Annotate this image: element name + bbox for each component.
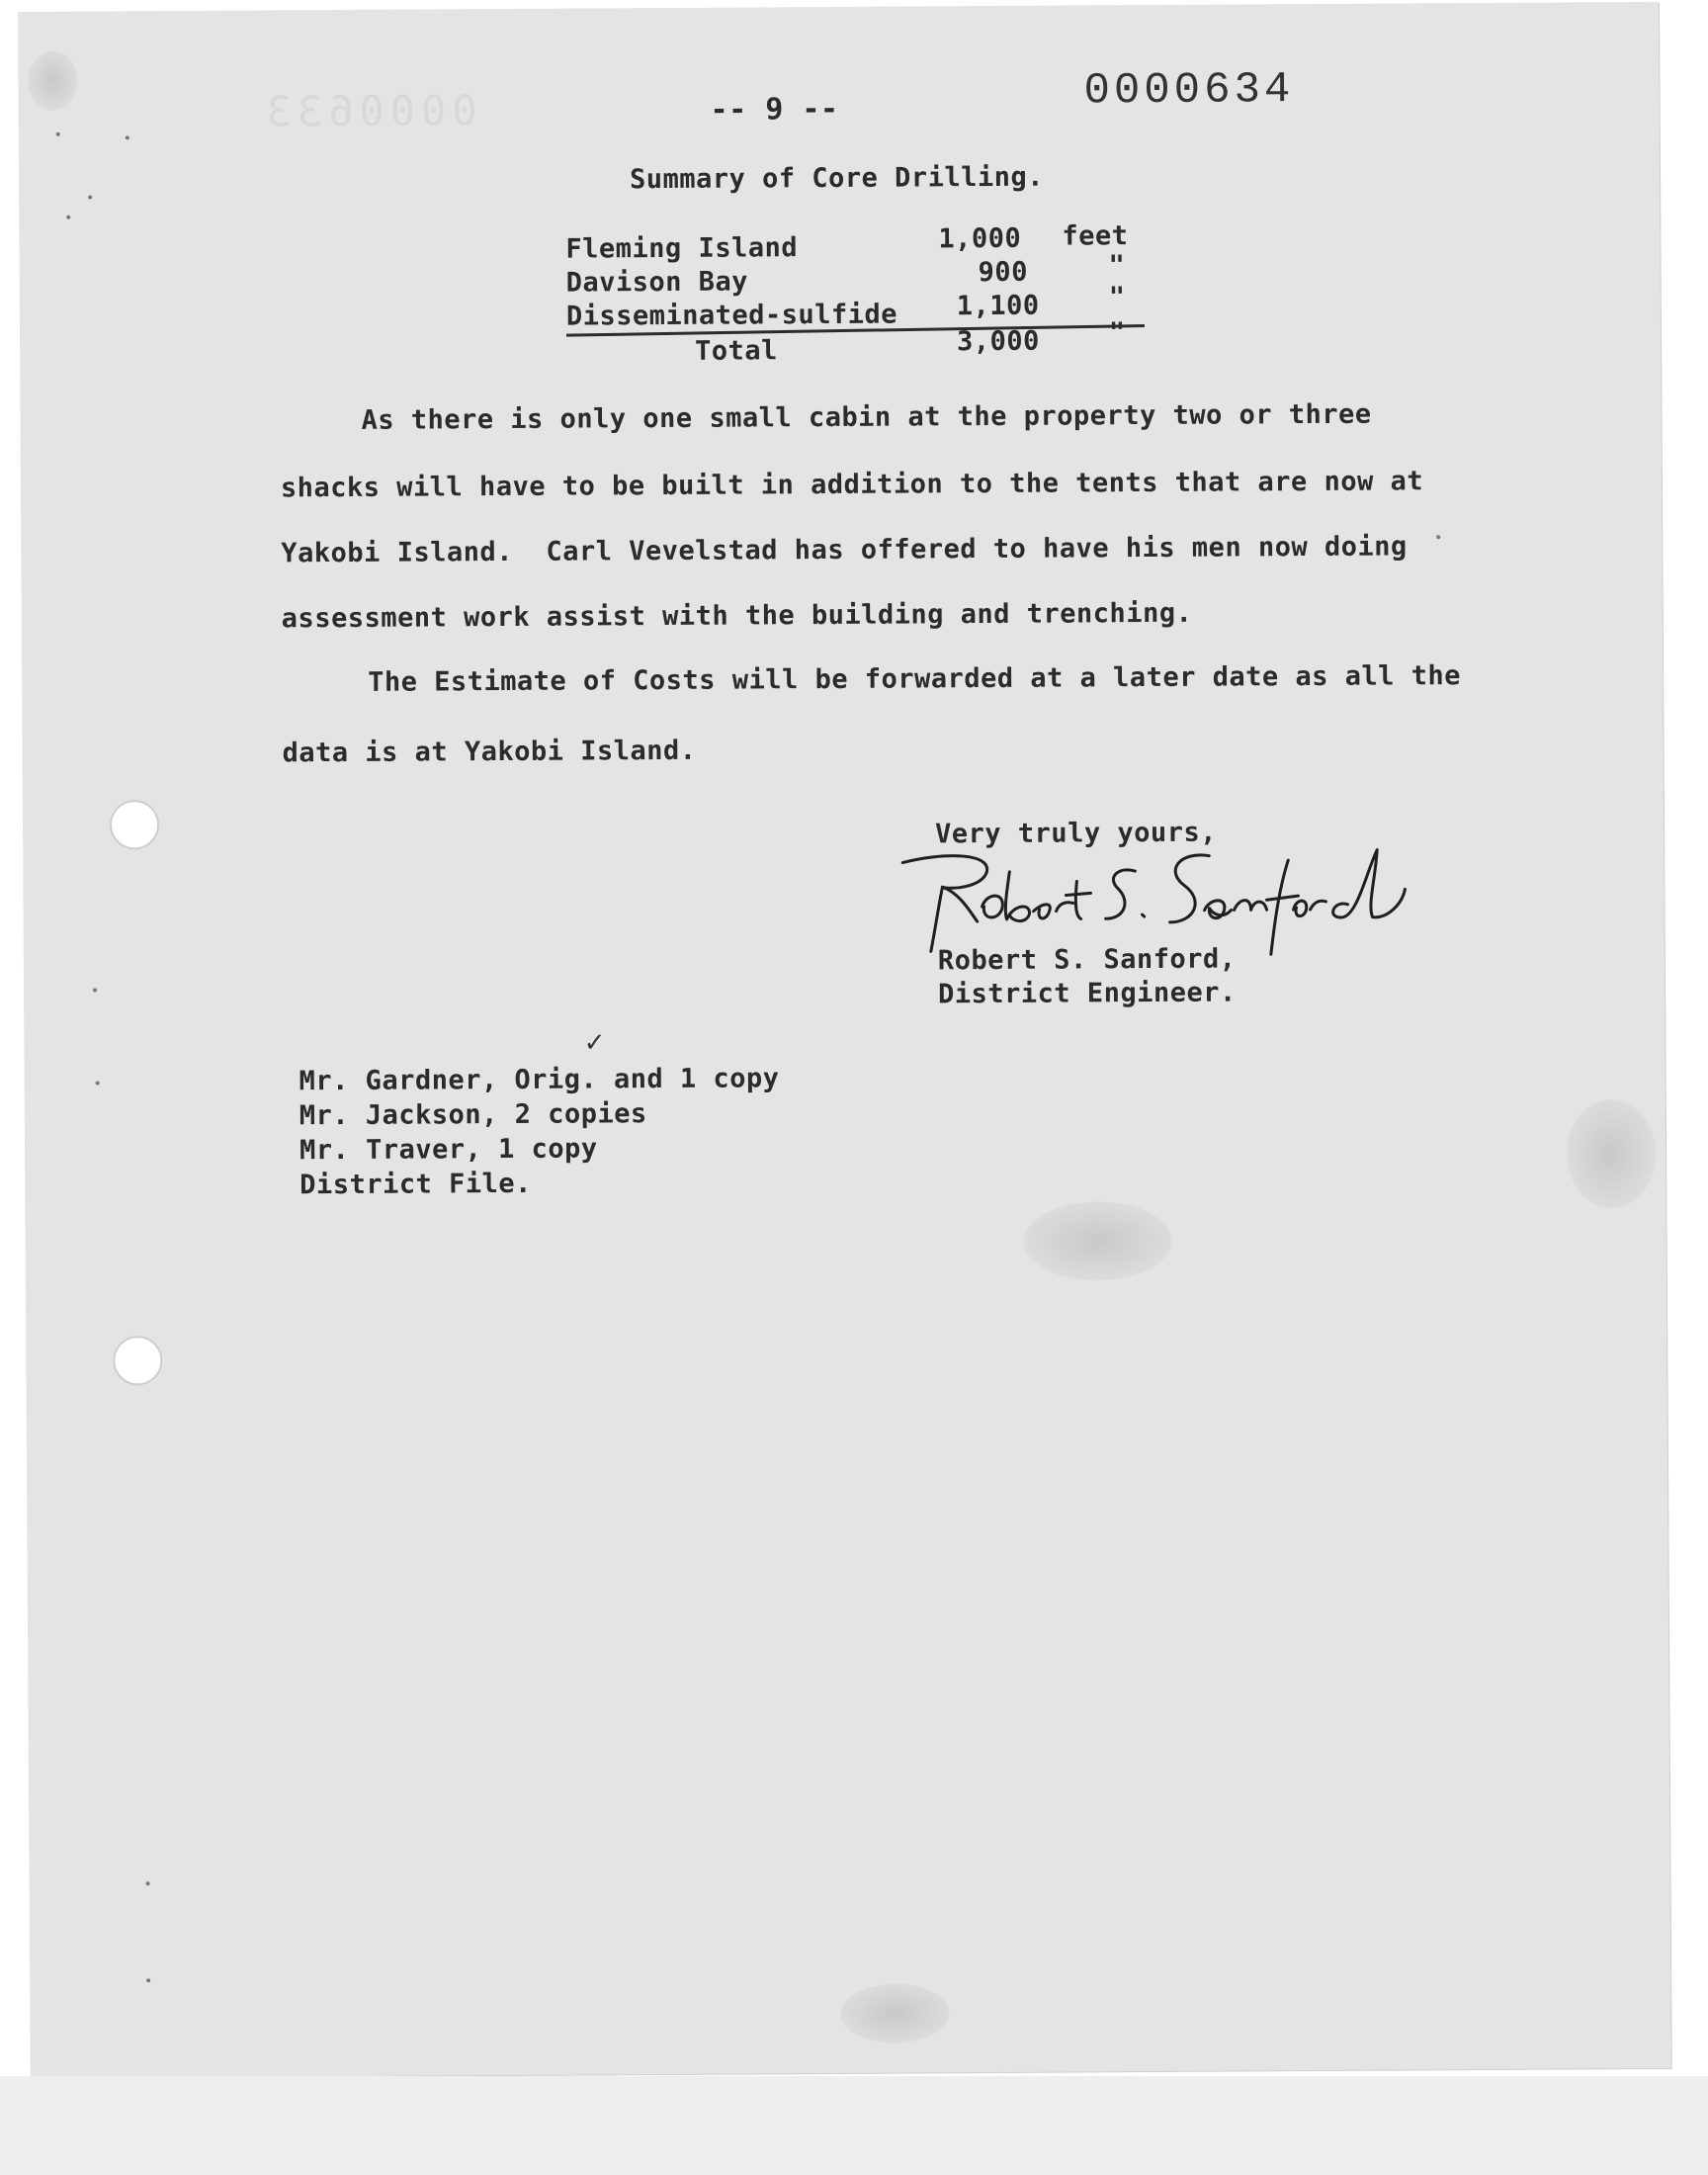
signer-name: Robert S. Sanford,	[937, 943, 1237, 977]
speck	[96, 1082, 100, 1086]
total-unit: "	[1108, 317, 1126, 349]
signer-title: District Engineer.	[937, 977, 1237, 1010]
paragraph-line: The Estimate of Costs will be forwarded at a later date as all the	[368, 660, 1462, 698]
speck	[146, 1881, 150, 1885]
scan-margin	[0, 2076, 1708, 2175]
page-number: -- 9 --	[710, 91, 839, 128]
row-label: Fleming Island	[565, 232, 799, 265]
speck	[126, 135, 129, 139]
bleed-through-number: 0000633	[260, 86, 477, 136]
smudge	[28, 51, 77, 111]
row-unit: feet	[1062, 220, 1129, 252]
row-value: 1,000	[938, 222, 1022, 255]
row-value: 900	[978, 256, 1029, 289]
speck	[146, 1978, 150, 1982]
closing-salutation: Very truly yours,	[935, 817, 1218, 850]
total-value: 3,000	[956, 325, 1040, 358]
paragraph-line: shacks will have to be built in addition to the tents that are now at	[280, 466, 1424, 504]
smudge	[1023, 1201, 1171, 1281]
smudge	[1567, 1099, 1657, 1209]
row-unit: "	[1108, 282, 1126, 313]
speck	[66, 216, 70, 219]
row-unit: "	[1108, 250, 1126, 282]
row-label: Davison Bay	[565, 266, 749, 299]
list-item: District File.	[299, 1168, 532, 1201]
paragraph-line: As there is only one small cabin at the property two or three	[361, 398, 1372, 436]
speck	[93, 989, 97, 993]
list-item: Mr. Jackson, 2 copies	[299, 1098, 647, 1132]
row-value: 1,100	[956, 290, 1040, 322]
paragraph-line: Yakobi Island. Carl Vevelstad has offered to have his men now doing	[281, 531, 1408, 569]
check-mark-icon: ✓	[585, 1024, 605, 1060]
punch-hole	[113, 1336, 162, 1385]
document-number-stamp: 0000634	[1083, 65, 1295, 117]
punch-hole	[110, 800, 159, 849]
speck	[88, 196, 92, 200]
row-label: Disseminated-sulfide	[565, 299, 898, 332]
smudge	[840, 1983, 949, 2044]
total-label: Total	[695, 335, 778, 367]
speck	[1436, 535, 1440, 539]
speck	[56, 132, 60, 136]
list-item: Mr. Traver, 1 copy	[299, 1133, 598, 1167]
list-item: Mr. Gardner, Orig. and 1 copy	[299, 1063, 780, 1097]
paragraph-line: data is at Yakobi Island.	[282, 735, 697, 769]
summary-title: Summary of Core Drilling.	[629, 161, 1045, 196]
document-page	[18, 2, 1671, 2078]
paragraph-line: assessment work assist with the building and trenching.	[281, 597, 1193, 635]
signature-image	[883, 810, 1417, 961]
